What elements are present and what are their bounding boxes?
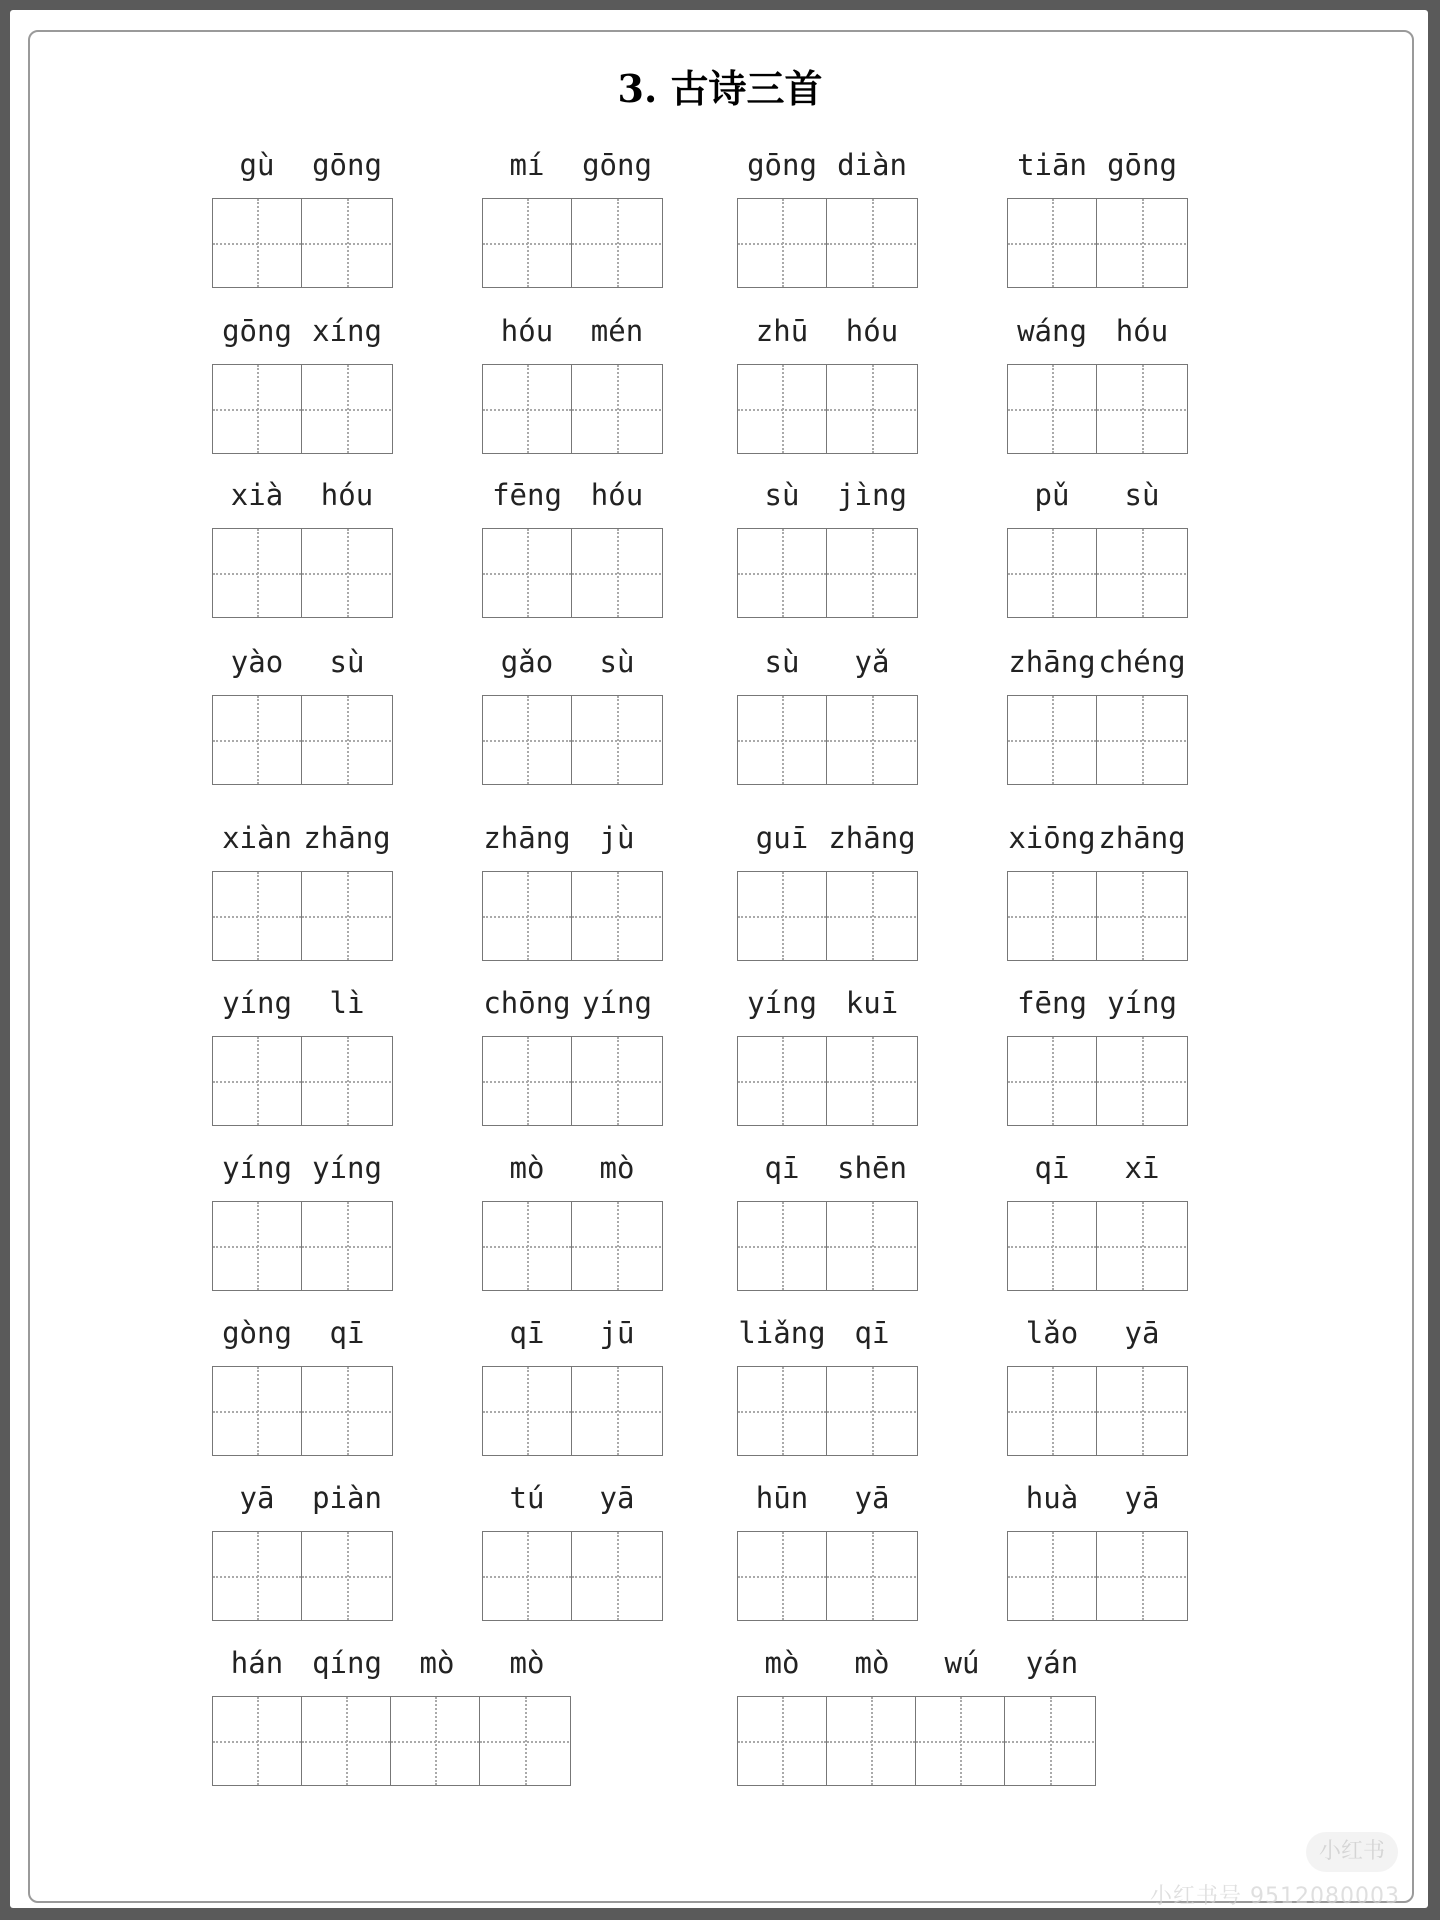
tianzige-cell[interactable] — [391, 1697, 480, 1785]
pinyin-syllable: fēng — [1017, 986, 1087, 1020]
tianzige-cell[interactable] — [483, 199, 572, 287]
tianzige-cell[interactable] — [480, 1697, 569, 1785]
pinyin-line — [482, 821, 662, 861]
pinyin-syllable: gòng — [222, 1316, 292, 1350]
tianzige-cell[interactable] — [827, 1697, 916, 1785]
pinyin-line — [212, 1151, 392, 1191]
writing-grid — [482, 1531, 663, 1621]
tianzige-cell[interactable] — [1097, 199, 1186, 287]
tianzige-cell[interactable] — [827, 1532, 916, 1620]
pinyin-syllable: gōng — [222, 314, 292, 348]
pinyin-syllable: kuī — [845, 986, 899, 1020]
writing-grid — [482, 1366, 663, 1456]
tianzige-cell[interactable] — [483, 529, 572, 617]
writing-grid — [737, 1366, 918, 1456]
writing-grid — [212, 1531, 393, 1621]
writing-grid — [1007, 528, 1188, 618]
pinyin-syllable: mí — [509, 148, 545, 182]
tianzige-cell[interactable] — [1097, 696, 1186, 784]
pinyin-syllable: wú — [944, 1646, 980, 1680]
pinyin-syllable: chōng — [483, 986, 571, 1020]
writing-grid — [212, 695, 393, 785]
pinyin-syllable: xíng — [312, 314, 382, 348]
tianzige-cell[interactable] — [827, 199, 916, 287]
pinyin-syllable: mò — [764, 1646, 800, 1680]
pinyin-syllable: sù — [329, 645, 365, 679]
tianzige-cell[interactable] — [483, 1367, 572, 1455]
pinyin-syllable: mò — [509, 1151, 545, 1185]
tianzige-cell[interactable] — [1097, 365, 1186, 453]
tianzige-cell[interactable] — [572, 529, 661, 617]
pinyin-syllable: xiàn — [222, 821, 292, 855]
pinyin-line — [482, 986, 662, 1026]
pinyin-syllable: shēn — [837, 1151, 907, 1185]
tianzige-cell[interactable] — [213, 1037, 302, 1125]
tianzige-cell[interactable] — [1008, 696, 1097, 784]
tianzige-cell[interactable] — [1005, 1697, 1094, 1785]
pinyin-syllable: piàn — [312, 1481, 382, 1515]
tianzige-cell[interactable] — [302, 1367, 391, 1455]
pinyin-syllable: sù — [1124, 478, 1160, 512]
pinyin-syllable: yào — [230, 645, 284, 679]
tianzige-cell[interactable] — [213, 696, 302, 784]
pinyin-line — [482, 1481, 662, 1521]
writing-grid — [482, 1201, 663, 1291]
pinyin-syllable: fēng — [492, 478, 562, 512]
writing-grid — [212, 1201, 393, 1291]
pinyin-syllable: qī — [764, 1151, 800, 1185]
writing-grid — [482, 364, 663, 454]
pinyin-syllable: huà — [1025, 1481, 1079, 1515]
tianzige-cell[interactable] — [1008, 1202, 1097, 1290]
writing-grid — [212, 198, 393, 288]
pinyin-line — [482, 148, 662, 188]
writing-grid — [482, 871, 663, 961]
tianzige-cell[interactable] — [738, 1532, 827, 1620]
pinyin-syllable: jū — [599, 1316, 635, 1350]
tianzige-cell[interactable] — [302, 199, 391, 287]
pinyin-syllable: sù — [599, 645, 635, 679]
writing-grid — [737, 1531, 918, 1621]
pinyin-line — [482, 1151, 662, 1191]
writing-grid — [1007, 1366, 1188, 1456]
pinyin-syllable: yán — [1025, 1646, 1079, 1680]
writing-grid — [212, 1366, 393, 1456]
pinyin-syllable: hūn — [755, 1481, 809, 1515]
pinyin-syllable: qíng — [312, 1646, 382, 1680]
pinyin-syllable: chéng — [1098, 645, 1186, 679]
tianzige-cell[interactable] — [738, 1367, 827, 1455]
writing-grid — [737, 198, 918, 288]
pinyin-syllable: xī — [1124, 1151, 1160, 1185]
pinyin-line — [737, 1151, 917, 1191]
writing-grid — [737, 695, 918, 785]
pinyin-line — [1007, 645, 1187, 685]
tianzige-cell[interactable] — [213, 1202, 302, 1290]
tianzige-cell[interactable] — [1008, 1367, 1097, 1455]
pinyin-syllable: diàn — [837, 148, 907, 182]
pinyin-line — [212, 148, 392, 188]
pinyin-line — [737, 1646, 1097, 1686]
tianzige-cell[interactable] — [572, 1532, 661, 1620]
writing-grid — [737, 1036, 918, 1126]
pinyin-syllable: hóu — [590, 478, 644, 512]
tianzige-cell[interactable] — [483, 1532, 572, 1620]
pinyin-syllable: gōng — [1107, 148, 1177, 182]
pinyin-syllable: yā — [1124, 1481, 1160, 1515]
pinyin-syllable: gōng — [582, 148, 652, 182]
tianzige-cell[interactable] — [572, 1367, 661, 1455]
tianzige-cell[interactable] — [738, 872, 827, 960]
pinyin-syllable: mò — [599, 1151, 635, 1185]
tianzige-cell[interactable] — [1097, 1202, 1186, 1290]
pinyin-syllable: yǎ — [854, 645, 890, 679]
writing-grid — [212, 528, 393, 618]
pinyin-syllable: gù — [239, 148, 275, 182]
pinyin-syllable: tiān — [1017, 148, 1087, 182]
writing-grid — [737, 528, 918, 618]
tianzige-cell[interactable] — [738, 1697, 827, 1785]
pinyin-line — [737, 1481, 917, 1521]
tianzige-cell[interactable] — [1008, 872, 1097, 960]
pinyin-line — [212, 1646, 572, 1686]
tianzige-cell[interactable] — [302, 696, 391, 784]
pinyin-line — [737, 478, 917, 518]
pinyin-line — [212, 314, 392, 354]
tianzige-cell[interactable] — [1008, 1532, 1097, 1620]
tianzige-cell[interactable] — [738, 1037, 827, 1125]
pinyin-line — [737, 645, 917, 685]
pinyin-line — [737, 1316, 917, 1356]
tianzige-cell[interactable] — [483, 1037, 572, 1125]
writing-grid — [1007, 871, 1188, 961]
pinyin-syllable: qī — [1034, 1151, 1070, 1185]
pinyin-line — [1007, 821, 1187, 861]
tianzige-cell[interactable] — [1097, 529, 1186, 617]
pinyin-syllable: lì — [329, 986, 365, 1020]
pinyin-syllable: hóu — [1115, 314, 1169, 348]
writing-grid — [737, 871, 918, 961]
pinyin-syllable: yā — [239, 1481, 275, 1515]
tianzige-cell[interactable] — [738, 199, 827, 287]
tianzige-cell[interactable] — [738, 1202, 827, 1290]
pinyin-syllable: zhāng — [303, 821, 391, 855]
page-border — [28, 30, 1414, 1903]
tianzige-cell[interactable] — [302, 529, 391, 617]
pinyin-line — [482, 1316, 662, 1356]
tianzige-cell[interactable] — [213, 1532, 302, 1620]
tianzige-cell[interactable] — [827, 1367, 916, 1455]
pinyin-syllable: yíng — [582, 986, 652, 1020]
writing-grid — [1007, 1531, 1188, 1621]
pinyin-syllable: mò — [509, 1646, 545, 1680]
pinyin-syllable: mò — [854, 1646, 890, 1680]
tianzige-cell[interactable] — [572, 872, 661, 960]
pinyin-syllable: jù — [599, 821, 635, 855]
writing-grid — [737, 364, 918, 454]
pinyin-syllable: hóu — [320, 478, 374, 512]
pinyin-syllable: pǔ — [1034, 478, 1070, 512]
pinyin-syllable: hóu — [845, 314, 899, 348]
tianzige-cell[interactable] — [483, 1202, 572, 1290]
pinyin-syllable: lǎo — [1025, 1316, 1079, 1350]
pinyin-syllable: qī — [329, 1316, 365, 1350]
pinyin-syllable: yíng — [747, 986, 817, 1020]
pinyin-line — [1007, 478, 1187, 518]
writing-grid — [212, 871, 393, 961]
tianzige-cell[interactable] — [302, 1202, 391, 1290]
pinyin-syllable: guī — [755, 821, 809, 855]
tianzige-cell[interactable] — [302, 872, 391, 960]
writing-grid — [1007, 198, 1188, 288]
pinyin-line — [1007, 314, 1187, 354]
pinyin-syllable: yā — [599, 1481, 635, 1515]
tianzige-cell[interactable] — [572, 199, 661, 287]
pinyin-line — [212, 986, 392, 1026]
tianzige-cell[interactable] — [1008, 365, 1097, 453]
pinyin-line — [212, 478, 392, 518]
pinyin-syllable: yíng — [222, 986, 292, 1020]
pinyin-line — [482, 314, 662, 354]
tianzige-cell[interactable] — [1097, 1532, 1186, 1620]
pinyin-syllable: yíng — [312, 1151, 382, 1185]
tianzige-cell[interactable] — [1097, 872, 1186, 960]
writing-grid — [737, 1696, 1096, 1786]
writing-grid — [1007, 695, 1188, 785]
pinyin-syllable: yā — [854, 1481, 890, 1515]
tianzige-cell[interactable] — [827, 365, 916, 453]
tianzige-cell[interactable] — [1097, 1037, 1186, 1125]
pinyin-line — [212, 645, 392, 685]
pinyin-line — [737, 314, 917, 354]
pinyin-syllable: qī — [509, 1316, 545, 1350]
pinyin-line — [212, 1316, 392, 1356]
tianzige-cell[interactable] — [1097, 1367, 1186, 1455]
tianzige-cell[interactable] — [572, 696, 661, 784]
pinyin-line — [212, 821, 392, 861]
page-title: 3. 古诗三首 — [617, 66, 823, 111]
pinyin-syllable: gōng — [747, 148, 817, 182]
pinyin-syllable: yíng — [1107, 986, 1177, 1020]
tianzige-cell[interactable] — [302, 1532, 391, 1620]
tianzige-cell[interactable] — [483, 365, 572, 453]
pinyin-syllable: jìng — [837, 478, 907, 512]
pinyin-syllable: sù — [764, 645, 800, 679]
writing-grid — [212, 1696, 571, 1786]
pinyin-line — [482, 478, 662, 518]
tianzige-cell[interactable] — [213, 1697, 302, 1785]
tianzige-cell[interactable] — [213, 199, 302, 287]
pinyin-line — [737, 148, 917, 188]
pinyin-syllable: xiōng — [1008, 821, 1096, 855]
pinyin-syllable: wáng — [1017, 314, 1087, 348]
writing-grid — [1007, 1036, 1188, 1126]
pinyin-syllable: zhāng — [483, 821, 571, 855]
pinyin-syllable: zhāng — [828, 821, 916, 855]
pinyin-line — [1007, 986, 1187, 1026]
tianzige-cell[interactable] — [302, 1037, 391, 1125]
pinyin-syllable: hóu — [500, 314, 554, 348]
pinyin-syllable: tú — [509, 1481, 545, 1515]
writing-grid — [212, 1036, 393, 1126]
tianzige-cell[interactable] — [1008, 529, 1097, 617]
pinyin-syllable: yíng — [222, 1151, 292, 1185]
pinyin-syllable: sù — [764, 478, 800, 512]
tianzige-cell[interactable] — [827, 1202, 916, 1290]
pinyin-line — [482, 645, 662, 685]
writing-grid — [482, 528, 663, 618]
pinyin-syllable: zhāng — [1008, 645, 1096, 679]
tianzige-cell[interactable] — [302, 365, 391, 453]
pinyin-syllable: zhū — [755, 314, 809, 348]
watermark-id: 小红书号 9512080003 — [1150, 1884, 1400, 1909]
writing-grid — [1007, 364, 1188, 454]
pinyin-line — [1007, 1316, 1187, 1356]
writing-grid — [1007, 1201, 1188, 1291]
tianzige-cell[interactable] — [827, 1037, 916, 1125]
tianzige-cell[interactable] — [1008, 199, 1097, 287]
pinyin-syllable: qī — [854, 1316, 890, 1350]
tianzige-cell[interactable] — [827, 872, 916, 960]
writing-grid — [482, 1036, 663, 1126]
tianzige-cell[interactable] — [213, 1367, 302, 1455]
pinyin-syllable: yā — [1124, 1316, 1160, 1350]
tianzige-cell[interactable] — [738, 529, 827, 617]
writing-grid — [737, 1201, 918, 1291]
tianzige-cell[interactable] — [738, 696, 827, 784]
pinyin-syllable: gǎo — [500, 645, 554, 679]
pinyin-syllable: mén — [590, 314, 644, 348]
tianzige-cell[interactable] — [827, 529, 916, 617]
watermark-badge: 小红书 — [1306, 1832, 1398, 1872]
tianzige-cell[interactable] — [738, 365, 827, 453]
pinyin-line — [737, 821, 917, 861]
tianzige-cell[interactable] — [916, 1697, 1005, 1785]
tianzige-cell[interactable] — [213, 365, 302, 453]
writing-grid — [212, 364, 393, 454]
tianzige-cell[interactable] — [572, 365, 661, 453]
pinyin-syllable: hán — [230, 1646, 284, 1680]
tianzige-cell[interactable] — [302, 1697, 391, 1785]
tianzige-cell[interactable] — [213, 529, 302, 617]
pinyin-line — [1007, 1481, 1187, 1521]
tianzige-cell[interactable] — [572, 1037, 661, 1125]
tianzige-cell[interactable] — [572, 1202, 661, 1290]
tianzige-cell[interactable] — [1008, 1037, 1097, 1125]
tianzige-cell[interactable] — [213, 872, 302, 960]
pinyin-line — [1007, 1151, 1187, 1191]
pinyin-syllable: xià — [230, 478, 284, 512]
tianzige-cell[interactable] — [483, 872, 572, 960]
writing-grid — [482, 695, 663, 785]
tianzige-cell[interactable] — [483, 696, 572, 784]
pinyin-line — [1007, 148, 1187, 188]
pinyin-line — [212, 1481, 392, 1521]
writing-grid — [482, 198, 663, 288]
pinyin-syllable: gōng — [312, 148, 382, 182]
pinyin-syllable: mò — [419, 1646, 455, 1680]
pinyin-syllable: zhāng — [1098, 821, 1186, 855]
tianzige-cell[interactable] — [827, 696, 916, 784]
pinyin-syllable: liǎng — [738, 1316, 826, 1350]
pinyin-line — [737, 986, 917, 1026]
